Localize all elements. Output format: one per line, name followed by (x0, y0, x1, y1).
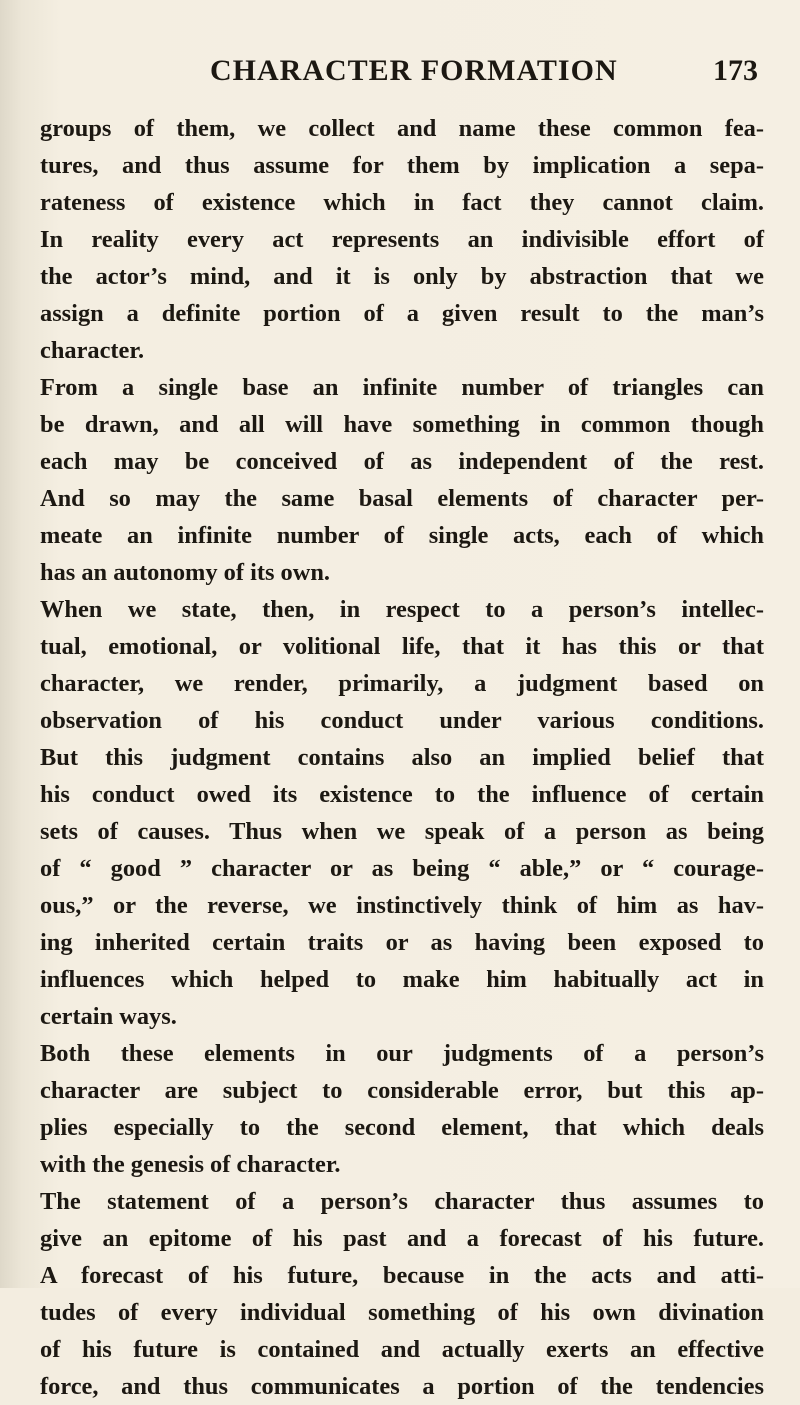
text-line: character. (40, 337, 145, 364)
paragraph (40, 1183, 764, 1405)
text-line: A forecast of his future, because in the acts and atti- (40, 1262, 764, 1289)
text-line: And so may the same basal elements of character per- (40, 485, 764, 512)
text-line: the actor’s mind, and it is only by abstraction that we (40, 263, 764, 290)
text-line: tudes of every individual something of his own divination (40, 1299, 764, 1326)
text-line: ous,” or the reverse, we instinctively think of him as hav- (40, 892, 764, 919)
text-line: Both these elements in our judgments of a person’s (40, 1040, 764, 1067)
text-line: sets of causes. Thus when we speak of a person as being (40, 818, 764, 845)
paragraph (40, 591, 764, 1035)
running-head (40, 54, 764, 94)
text-line: be drawn, and all will have something in common though (40, 411, 764, 438)
text-line: each may be conceived of as independent of the rest. (40, 448, 764, 475)
text-line: has an autonomy of its own. (40, 559, 331, 586)
text-line: assign a definite portion of a given result to the man’s (40, 300, 764, 327)
text-line: ing inherited certain traits or as having been exposed to (40, 929, 764, 956)
paragraph (40, 369, 764, 591)
text-line: tual, emotional, or volitional life, that it has this or that (40, 633, 764, 660)
text-line: character are subject to considerable error, but this ap- (40, 1077, 764, 1104)
text-line: From a single base an infinite number of triangles can (40, 374, 764, 401)
text-line: When we state, then, in respect to a person’s intellec- (40, 596, 764, 623)
body-text (40, 110, 764, 1405)
text-line: his conduct owed its existence to the influence of certain (40, 781, 764, 808)
text-line: influences which helped to make him habitually act in (40, 966, 764, 993)
paragraph (40, 110, 764, 369)
text-line: with the genesis of character. (40, 1151, 341, 1178)
text-line: tures, and thus assume for them by implication a sepa- (40, 152, 764, 179)
text-line: certain ways. (40, 1003, 177, 1030)
text-line: groups of them, we collect and name these common fea- (40, 115, 764, 142)
text-line: of his future is contained and actually exerts an effective (40, 1336, 764, 1363)
paragraph (40, 1035, 764, 1183)
text-line: In reality every act represents an indivisible effort of (40, 226, 764, 253)
text-line: rateness of existence which in fact they cannot claim. (40, 189, 764, 216)
text-line: force, and thus communicates a portion of the tendencies (40, 1373, 764, 1400)
text-line: give an epitome of his past and a forecast of his future. (40, 1225, 764, 1252)
text-line: observation of his conduct under various conditions. (40, 707, 764, 734)
text-line: character, we render, primarily, a judgment based on (40, 670, 764, 697)
text-line: The statement of a person’s character thus assumes to (40, 1188, 764, 1215)
text-line: of “ good ” character or as being “ able,” or “ courage- (40, 855, 764, 882)
text-line: But this judgment contains also an implied belief that (40, 744, 764, 771)
text-line: plies especially to the second element, that which deals (40, 1114, 764, 1141)
text-line: meate an infinite number of single acts, each of which (40, 522, 764, 549)
page-number: 173 (713, 54, 758, 87)
running-head-title: CHARACTER FORMATION (210, 54, 618, 87)
